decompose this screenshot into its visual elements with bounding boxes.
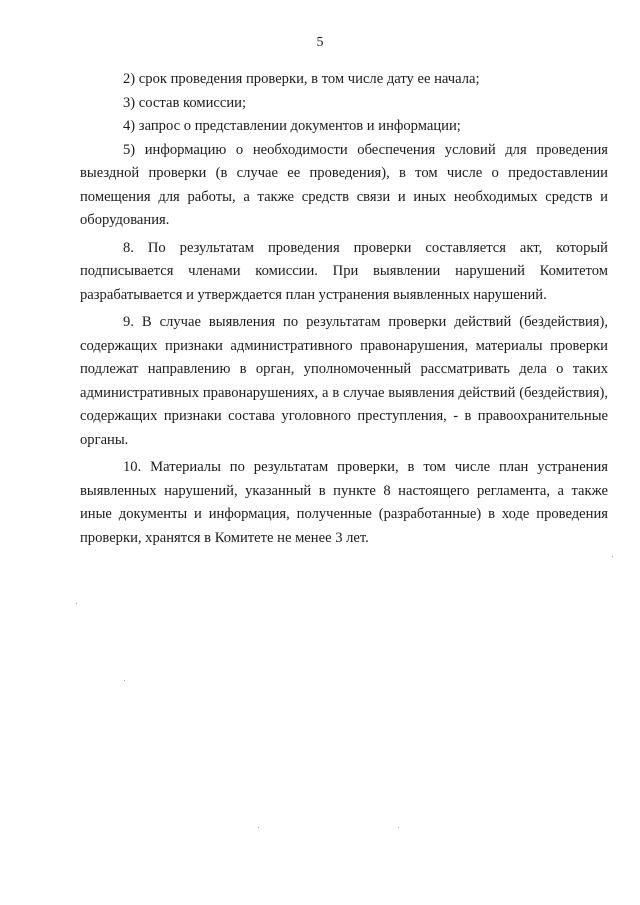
scan-speck <box>124 680 125 681</box>
list-item-5: 5) информацию о необходимости обеспечения условий для проведения выездной проверки (в случае ее проведения), в том числе о предоставлении помещения для работы, а также средств связи и иных необходимых средств и оборудования. <box>80 141 608 228</box>
page-number: 5 <box>316 35 324 50</box>
list-item-2: 2) срок проведения проверки, в том числе дату ее начала; <box>123 71 480 87</box>
scan-speck <box>398 827 399 828</box>
list-item-4: 4) запрос о представлении документов и информации; <box>123 118 461 134</box>
document-body <box>80 68 608 550</box>
list-item-3: 3) состав комиссии; <box>123 94 247 111</box>
clause-9: 9. В случае выявления по результатам проверки действий (бездействия), содержащих признаки административного правонарушения, материалы проверки подлежат направлению в орган, уполномоченный рассматривать дела о таких административных правонарушениях, а в случае выявления действий (бездействия), содержащих признаки состава уголовного преступления, - в правоохранительные органы. <box>80 314 608 448</box>
scan-speck <box>258 827 259 828</box>
clause-10: 10. Материалы по результатам проверки, в том числе план устранения выявленных нарушений, указанный в пункте 8 настоящего регламента, а также иные документы и информация, полученные (разработанные) в ходе проведения проверки, хранятся в Комитете не менее 3 лет. <box>80 459 608 546</box>
clause-8: 8. По результатам проведения проверки составляется акт, который подписывается членами комиссии. При выявлении нарушений Комитетом разрабатывается и утверждается план устранения выявленных нарушений. <box>80 239 608 303</box>
scan-speck <box>612 556 613 557</box>
scan-speck <box>76 603 77 604</box>
